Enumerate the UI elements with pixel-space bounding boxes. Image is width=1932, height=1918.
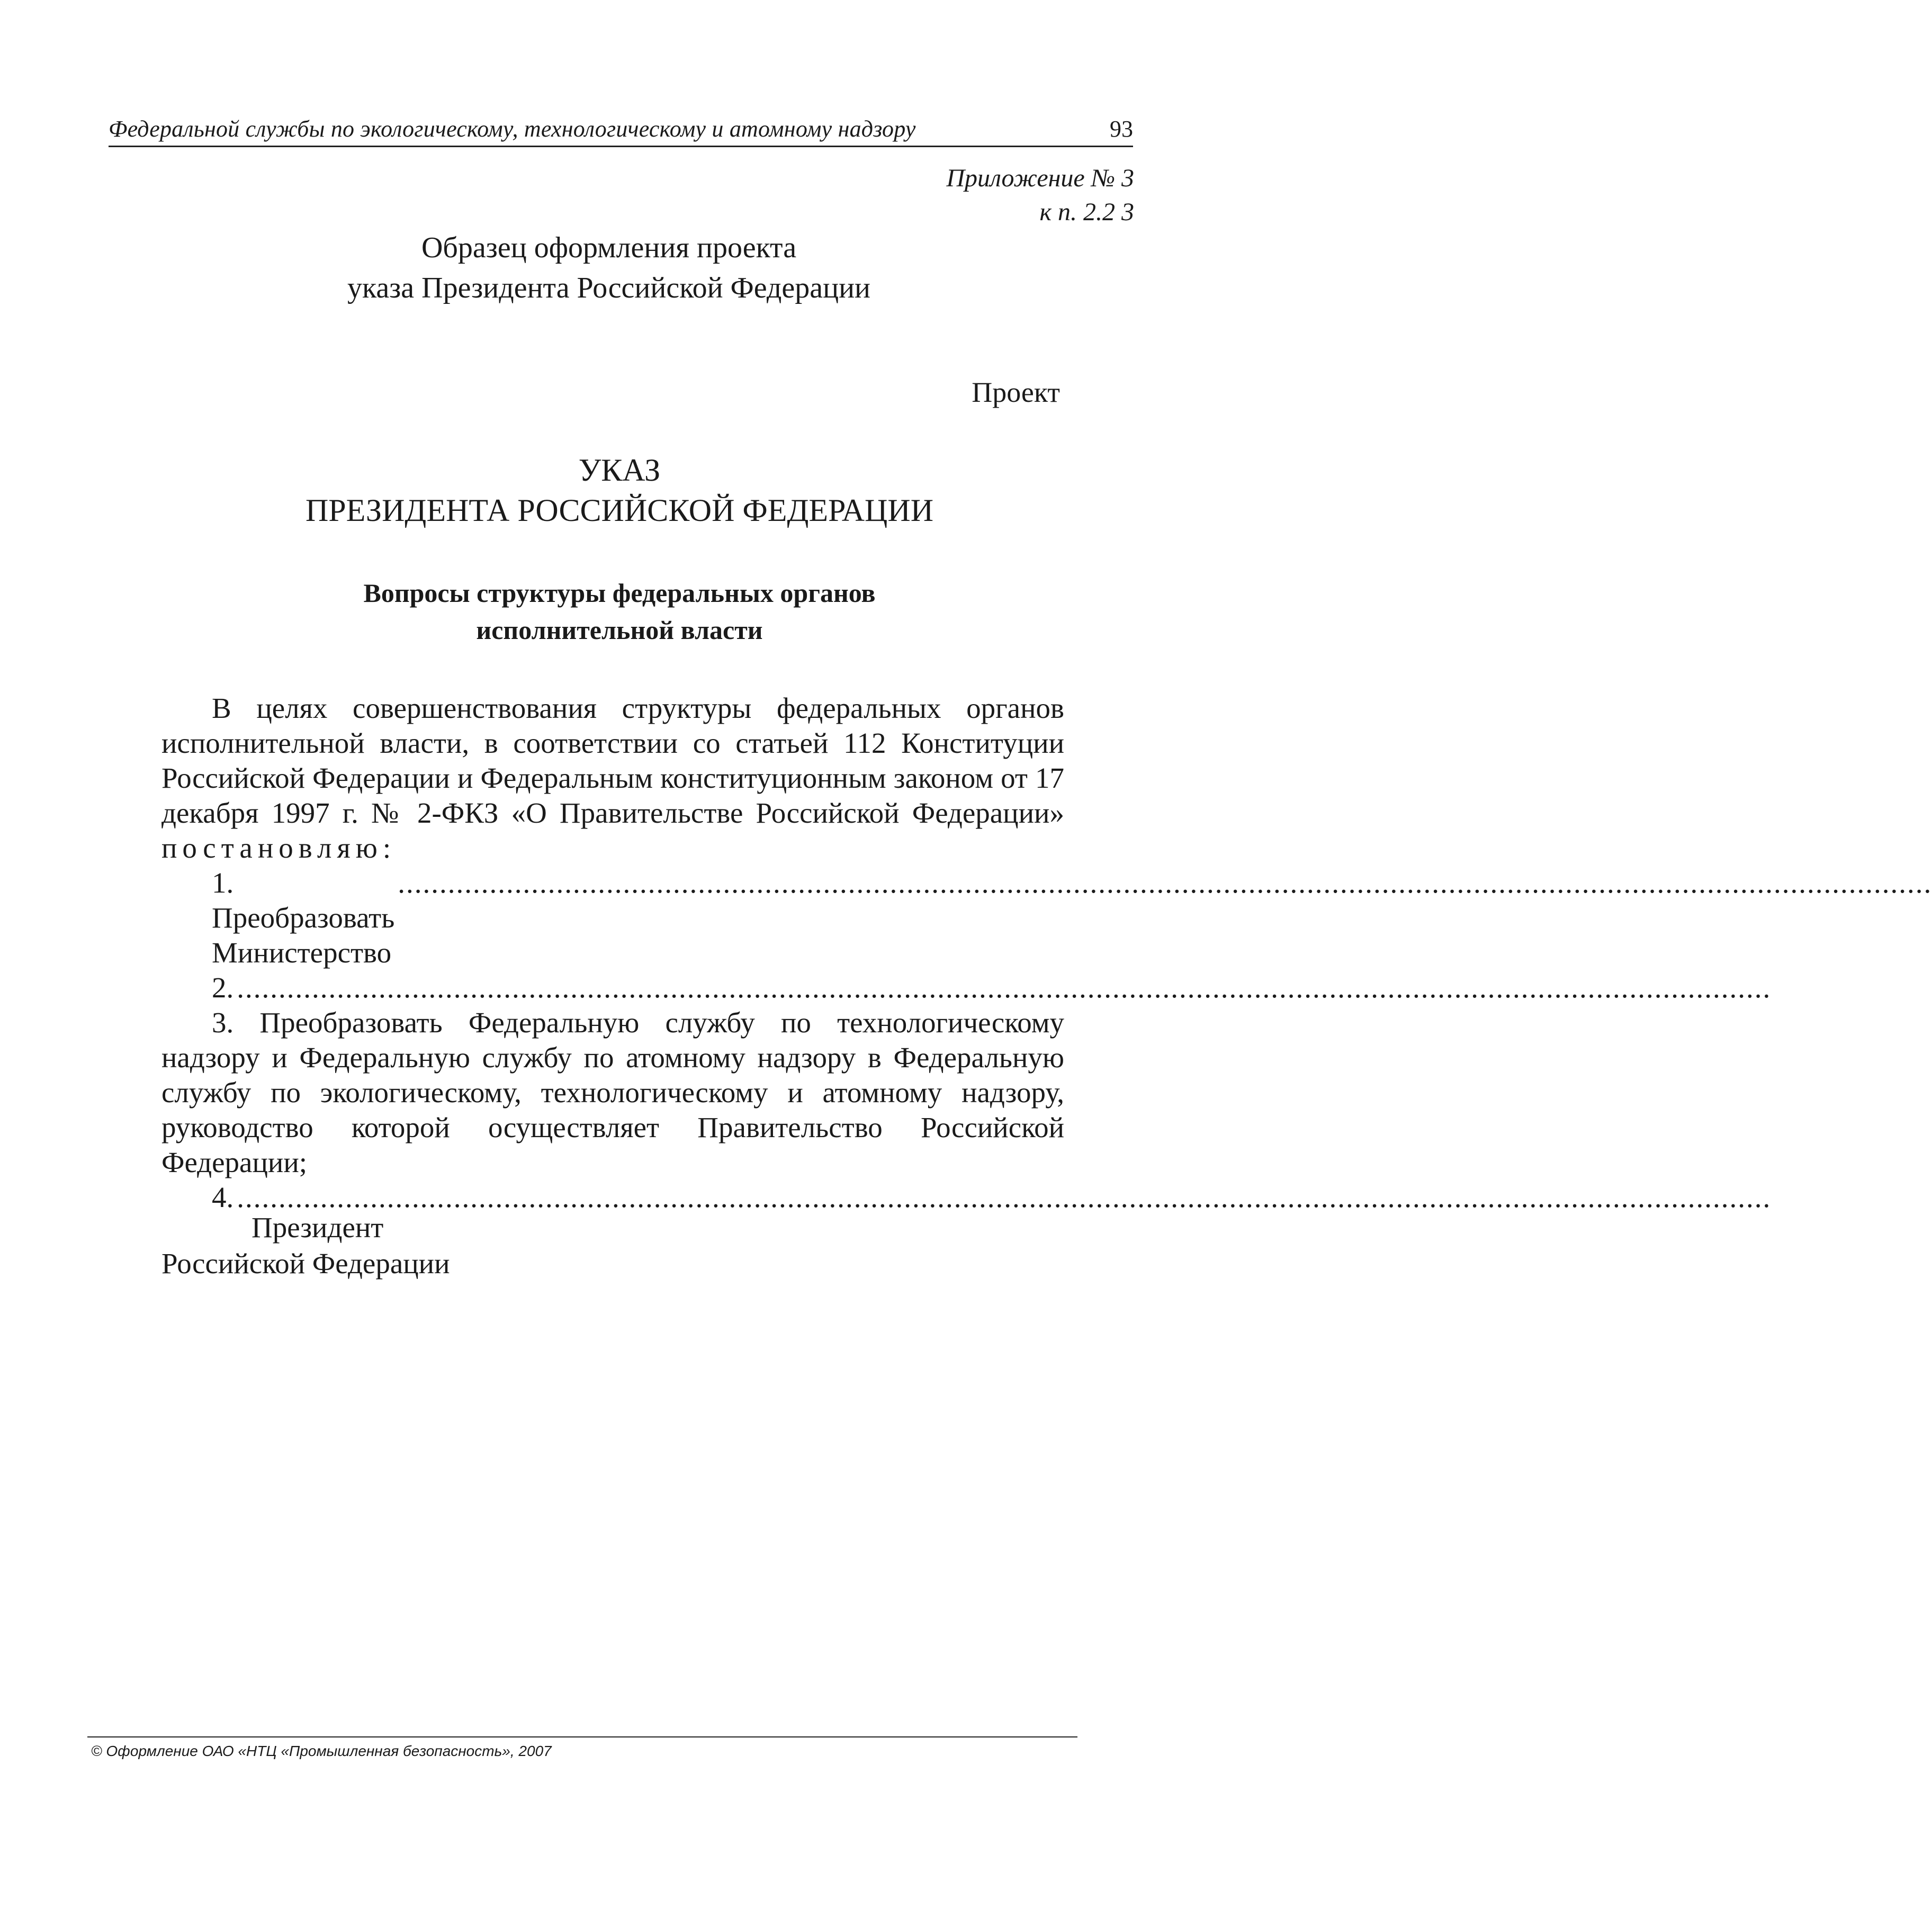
- appendix-number: Приложение № 3: [946, 164, 1134, 192]
- item-1-label: 1. Преобразовать Министерство: [212, 867, 395, 969]
- resolve-word: постановляю:: [161, 832, 397, 864]
- preamble-text: В целях совершенствования структуры федеральных органов исполнительной власти, в соответствии со статьей 112 Конституции Российской Федерации и Федеральным конституционным законом от 17 декабря 1997 г. № 2-ФКЗ «О Правительстве Российской Федерации»: [161, 692, 1064, 829]
- decree-body: [161, 691, 1932, 1215]
- item-4-dots: ........................................................................................................................................................................................: [237, 1181, 1772, 1213]
- preamble-paragraph: [161, 691, 1064, 866]
- signature-title: Президент: [251, 1211, 384, 1244]
- decree-title: [0, 450, 1239, 530]
- signature-org: Российской Федерации: [161, 1247, 450, 1280]
- decree-subject-line1: Вопросы структуры федеральных органов: [363, 578, 876, 608]
- draft-label: Проект: [972, 376, 1060, 408]
- running-title: Федеральной службы по экологическому, технологическому и атомному надзору: [109, 116, 916, 142]
- item-1: [161, 866, 1932, 970]
- appendix-clause: к п. 2.2 3: [1039, 198, 1134, 226]
- running-header: [109, 114, 1133, 147]
- sample-title-line2: указа Президента Российской Федерации: [347, 272, 871, 304]
- item-1-dots: ........................................................................................................................................................................................: [398, 867, 1932, 899]
- appendix-reference: [946, 161, 1134, 229]
- item-4-label: 4.: [212, 1181, 234, 1213]
- footer-divider: [87, 1736, 1077, 1737]
- decree-title-line2: ПРЕЗИДЕНТА РОССИЙСКОЙ ФЕДЕРАЦИИ: [305, 493, 934, 528]
- decree-subject-line2: исполнительной власти: [476, 615, 763, 645]
- item-2: [161, 970, 1772, 1005]
- sample-title: [0, 228, 1218, 308]
- decree-subject: [0, 574, 1239, 649]
- sample-title-line1: Образец оформления проекта: [421, 231, 797, 264]
- decree-title-line1: УКАЗ: [578, 453, 661, 488]
- page-number: 93: [1110, 116, 1133, 142]
- item-2-label: 2.: [212, 971, 234, 1004]
- signature-block: [161, 1210, 450, 1282]
- item-2-dots: ........................................................................................................................................................................................: [237, 971, 1772, 1004]
- footer-copyright: © Оформление ОАО «НТЦ «Промышленная безопасность», 2007: [91, 1743, 552, 1759]
- item-3: 3. Преобразовать Федеральную службу по технологическому надзору и Федеральную службу по атомному надзору в Федеральную службу по экологическому, технологическому и атомному надзору, руководство которой осуществляет Правительство Российской Федерации;: [161, 1006, 1064, 1178]
